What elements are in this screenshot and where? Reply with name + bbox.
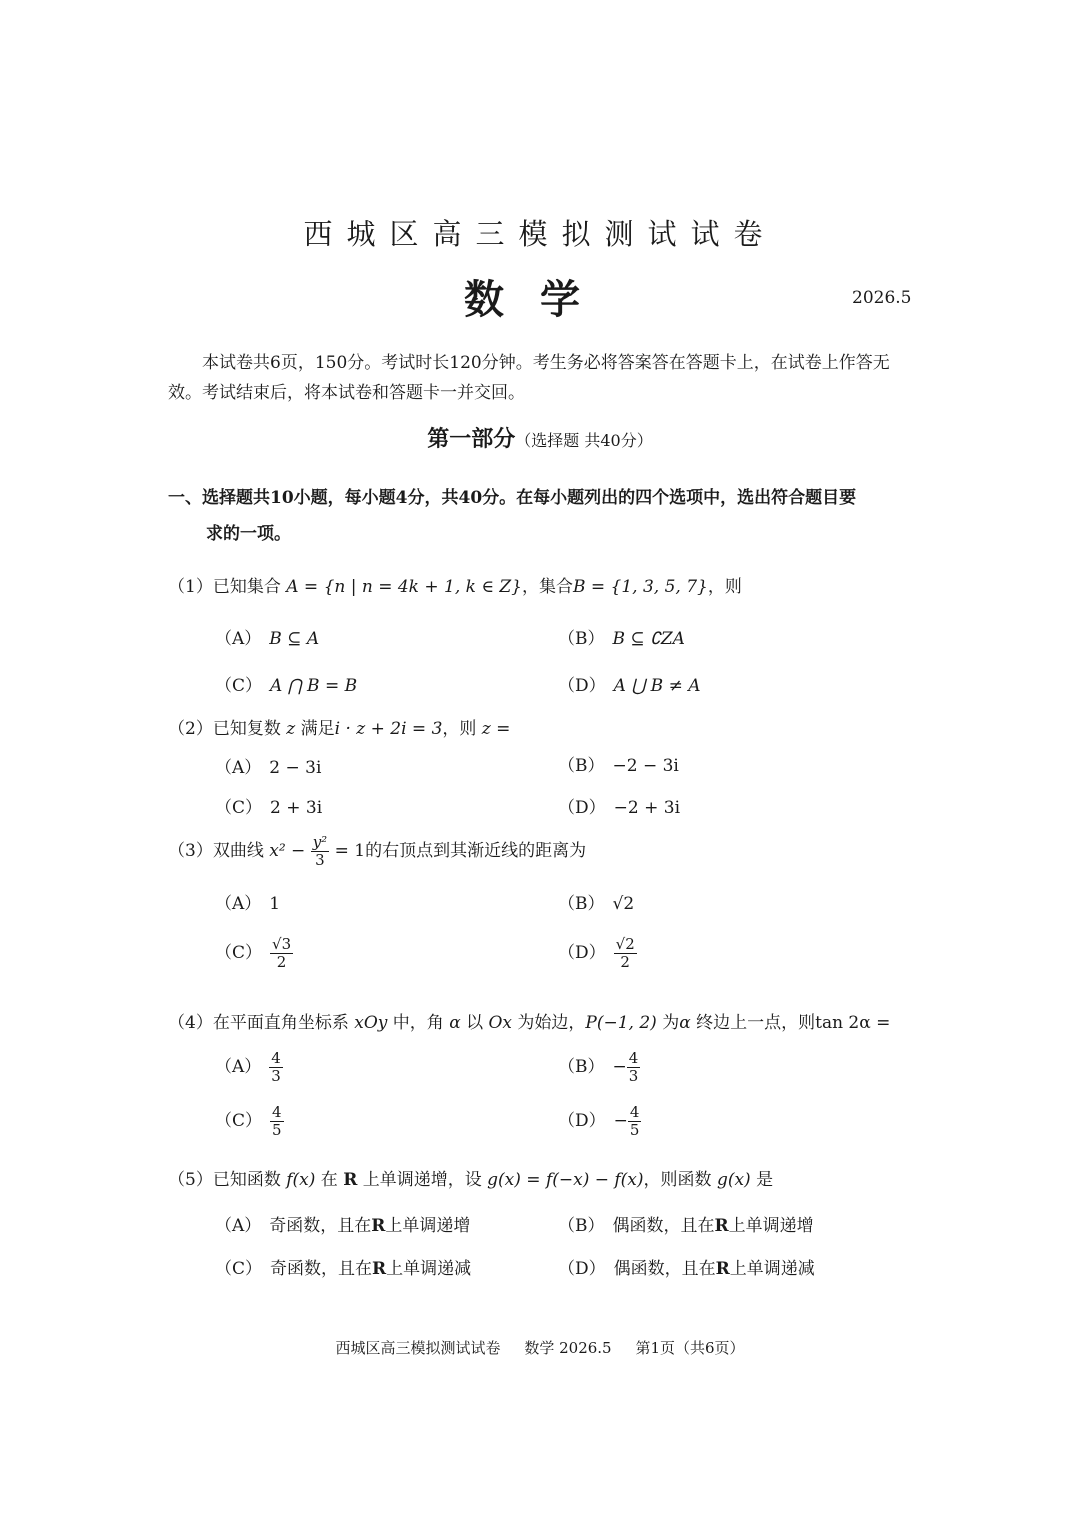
question-text: 满足	[300, 719, 335, 739]
fraction-numerator: √3	[272, 935, 292, 953]
math-expr: i · z + 2i = 3	[334, 719, 443, 739]
part-note: （选择题 共40分）	[515, 431, 653, 450]
fraction	[628, 1104, 642, 1139]
option-c[interactable]	[215, 1254, 471, 1279]
option-sign: −	[613, 1111, 628, 1131]
question-5	[168, 1165, 773, 1190]
fraction-numerator: 4	[272, 1103, 282, 1121]
question-number: （4）	[168, 1013, 213, 1033]
page-footer	[0, 1337, 1080, 1358]
section-line-2: 求的一项。	[206, 524, 291, 544]
question-text: 在	[320, 1170, 338, 1190]
question-number: （3）	[168, 841, 213, 861]
footer-title: 西城区高三模拟测试试卷	[335, 1339, 501, 1357]
fraction-denominator: 3	[271, 1067, 281, 1085]
exam-subject: 数学	[464, 276, 616, 323]
question-text: 中，角	[392, 1013, 444, 1033]
option-text: 2 − 3i	[269, 758, 322, 778]
option-b[interactable]	[558, 751, 679, 776]
question-4	[168, 1008, 890, 1033]
question-text: 双曲线	[212, 841, 264, 861]
fraction-denominator: 5	[272, 1121, 282, 1139]
option-text: B ⊆ A	[269, 629, 320, 649]
math-expr: g(x)	[716, 1170, 751, 1190]
option-b[interactable]	[558, 1050, 640, 1085]
option-d[interactable]	[558, 1254, 815, 1279]
fraction	[269, 1050, 283, 1085]
exam-date: 2026.5	[852, 288, 912, 308]
option-d[interactable]	[558, 1104, 641, 1139]
section-line-1: 一、选择题共10小题，每小题4分，共40分。在每小题列出的四个选项中，选出符合题目要	[168, 488, 857, 508]
option-label: （A）	[215, 1216, 262, 1236]
option-label: （C）	[215, 676, 263, 696]
fraction-numerator: 4	[271, 1049, 281, 1067]
option-text: 偶函数，且在	[612, 1216, 715, 1236]
option-b[interactable]	[558, 624, 685, 649]
question-number: （1）	[168, 577, 213, 597]
option-text: 奇函数，且在	[269, 1216, 372, 1236]
option-a[interactable]	[215, 1211, 470, 1236]
option-c[interactable]	[215, 793, 322, 818]
fraction-numerator: y²	[312, 833, 328, 851]
fraction-numerator: √2	[615, 935, 635, 953]
question-number: （2）	[168, 719, 213, 739]
option-label: （B）	[558, 1216, 605, 1236]
math-expr: A = {n | n = 4k + 1, k ∈ Z}	[286, 577, 522, 597]
option-text: 上单调递减	[386, 1259, 472, 1279]
question-text: 的右顶点到其渐近线的距离为	[365, 841, 587, 861]
question-3	[168, 834, 586, 869]
math-expr: = 1	[334, 841, 366, 861]
fraction-denominator: 3	[315, 851, 325, 869]
part-heading	[0, 422, 1080, 453]
math-expr: R	[714, 1216, 729, 1236]
option-label: （B）	[558, 629, 605, 649]
option-text: 上单调递增	[728, 1216, 814, 1236]
option-label: （A）	[215, 1057, 262, 1077]
question-text: 为	[662, 1013, 680, 1033]
option-label: （C）	[215, 943, 263, 963]
math-expr: x² −	[269, 841, 306, 861]
question-number: （5）	[168, 1170, 213, 1190]
math-expr: R	[715, 1259, 730, 1279]
fraction	[270, 1104, 284, 1139]
fraction-denominator: 3	[628, 1067, 639, 1085]
option-label: （A）	[215, 629, 262, 649]
section-heading	[168, 480, 916, 552]
math-expr: tan 2α =	[815, 1013, 891, 1033]
exam-instructions: 本试卷共6页，150分。考试时长120分钟。考生务必将答案答在答题卡上，在试卷上作答无效。考试结束后，将本试卷和答题卡一并交回。	[168, 353, 890, 403]
option-a[interactable]	[215, 624, 319, 649]
option-text: A ⋂ B = B	[270, 676, 358, 696]
option-d[interactable]	[558, 936, 637, 971]
fraction-denominator: 5	[629, 1121, 640, 1139]
fraction	[311, 834, 330, 869]
question-text: 以	[466, 1013, 484, 1033]
math-expr: α	[449, 1013, 461, 1033]
option-b[interactable]	[558, 889, 634, 914]
option-a[interactable]	[215, 753, 321, 778]
question-text: 已知集合	[212, 577, 281, 597]
option-text: −2 − 3i	[612, 756, 679, 776]
footer-date: 2026.5	[559, 1339, 612, 1357]
option-label: （A）	[215, 758, 262, 778]
option-text: 上单调递减	[729, 1259, 815, 1279]
question-text: ，则函数	[643, 1170, 712, 1190]
option-label: （D）	[558, 1259, 606, 1279]
math-expr: R	[371, 1216, 386, 1236]
fraction	[627, 1050, 641, 1085]
question-text: ，则	[442, 719, 477, 739]
option-text: 1	[269, 894, 281, 914]
question-text: 终边上一点，则	[696, 1013, 816, 1033]
question-text: 是	[756, 1170, 774, 1190]
option-a[interactable]	[215, 889, 280, 914]
question-2	[168, 714, 510, 739]
option-label: （D）	[558, 798, 606, 818]
option-d[interactable]	[558, 671, 701, 696]
math-expr: z	[286, 719, 296, 739]
question-text: 已知函数	[212, 1170, 281, 1190]
fraction-numerator: 4	[628, 1049, 639, 1067]
option-a[interactable]	[215, 1050, 283, 1085]
option-label: （C）	[215, 1111, 263, 1131]
option-sign: −	[612, 1057, 627, 1077]
option-text: −2 + 3i	[613, 798, 681, 818]
fraction-denominator: 2	[620, 953, 630, 971]
fraction	[270, 936, 293, 971]
option-c[interactable]	[215, 1104, 284, 1139]
math-expr: P(−1, 2)	[585, 1013, 657, 1033]
question-text: 上单调递增，设	[362, 1170, 482, 1190]
math-expr: z =	[481, 719, 511, 739]
question-text: 已知复数	[212, 719, 281, 739]
math-expr: α	[679, 1013, 691, 1033]
question-text: 为始边，	[517, 1013, 586, 1033]
option-b[interactable]	[558, 1211, 814, 1236]
option-label: （D）	[558, 943, 606, 963]
question-1	[168, 572, 742, 597]
fraction	[614, 936, 637, 971]
option-text: 2 + 3i	[270, 798, 323, 818]
option-d[interactable]	[558, 793, 680, 818]
option-text: 上单调递增	[385, 1216, 471, 1236]
question-text: 在平面直角坐标系	[212, 1013, 349, 1033]
option-text: 奇函数，且在	[270, 1259, 373, 1279]
option-label: （C）	[215, 1259, 263, 1279]
math-expr: g(x) = f(−x) − f(x)	[487, 1170, 644, 1190]
option-label: （B）	[558, 894, 605, 914]
option-c[interactable]	[215, 936, 293, 971]
footer-subject: 数学	[524, 1339, 555, 1357]
option-label: （A）	[215, 894, 262, 914]
option-text: A ⋃ B ≠ A	[613, 676, 701, 696]
option-label: （D）	[558, 676, 606, 696]
option-label: （B）	[558, 1057, 605, 1077]
option-text: √2	[612, 894, 635, 914]
fraction-denominator: 2	[276, 953, 287, 971]
math-expr: B = {1, 3, 5, 7}	[572, 577, 708, 597]
fraction-numerator: 4	[629, 1103, 640, 1121]
option-text: 偶函数，且在	[613, 1259, 716, 1279]
math-expr: xOy	[354, 1013, 388, 1033]
exam-title: 西城区高三模拟测试试卷	[303, 217, 777, 251]
question-text: ，集合	[521, 577, 573, 597]
question-text: ，则	[707, 577, 742, 597]
math-expr: R	[343, 1170, 358, 1190]
part-title: 第一部分	[427, 426, 516, 452]
option-text: B ⊆ ∁ZA	[612, 629, 685, 649]
math-expr: R	[372, 1259, 387, 1279]
footer-page: 第1页（共6页）	[635, 1339, 745, 1357]
math-expr: Ox	[488, 1013, 513, 1033]
option-c[interactable]	[215, 671, 357, 696]
option-label: （C）	[215, 798, 263, 818]
option-label: （D）	[558, 1111, 606, 1131]
math-expr: f(x)	[286, 1170, 316, 1190]
option-label: （B）	[558, 756, 605, 776]
